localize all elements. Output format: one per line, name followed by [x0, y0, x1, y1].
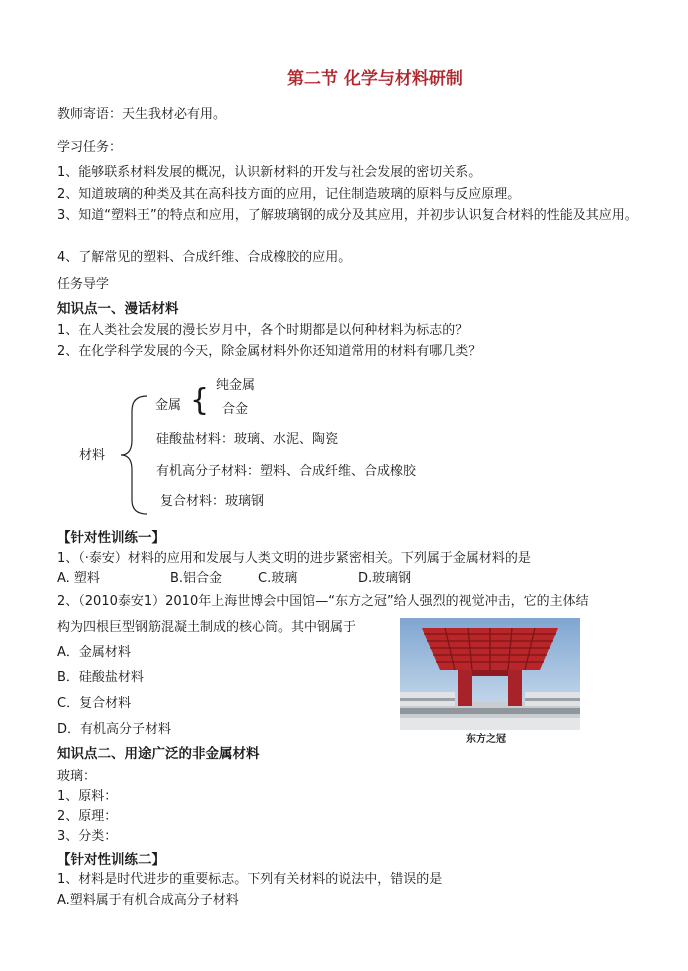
kp2-heading: 知识点二、用途广泛的非金属材料 — [57, 746, 260, 762]
drill1-q2-option-a: A．金属材料 — [57, 645, 131, 660]
drill2-question-1: 1、材料是时代进步的重要标志。下列有关材料的说法中，错误的是 — [57, 872, 443, 887]
china-pavilion-photo — [400, 618, 580, 730]
kp1-heading: 知识点一、漫话材料 — [57, 301, 179, 317]
drill1-option-b: B.铝合金 — [170, 571, 223, 586]
drill1-question-1: 1、（·泰安）材料的应用和发展与人类文明的进步紧密相关。下列属于金属材料的是 — [57, 551, 531, 566]
kp2-item-principle: 2、原理： — [57, 809, 118, 824]
drill1-q2-option-b: B．硅酸盐材料 — [57, 670, 144, 685]
drill2-heading: 【针对性训练二】 — [57, 852, 165, 868]
kp1-question-1: 1、在人类社会发展的漫长岁月中，各个时期都是以何种材料为标志的？ — [57, 323, 469, 338]
diagram-silicate: 硅酸盐材料：玻璃、水泥、陶瓷 — [156, 432, 339, 447]
task-item: 2、知道玻璃的种类及其在高科技方面的应用，记住制造玻璃的原料与反应原理。 — [57, 187, 521, 202]
page-title: 第二节 化学与材料研制 — [287, 69, 463, 89]
drill1-question-2-line2: 构为四根巨型钢筋混凝土制成的核心筒。其中钢属于 — [57, 620, 357, 635]
diagram-root: 材料 — [79, 448, 106, 463]
task-item: 1、能够联系材料发展的概况，认识新材料的开发与社会发展的密切关系。 — [57, 165, 482, 180]
diagram-alloy: 合金 — [222, 402, 249, 417]
material-brace — [121, 396, 147, 514]
drill1-option-a: A. 塑料 — [57, 571, 100, 586]
drill1-option-c: C.玻璃 — [258, 571, 298, 586]
kp1-question-2: 2、在化学科学发展的今天，除金属材料外你还知道常用的材料有哪几类？ — [57, 344, 482, 359]
drill1-q2-option-d: D．有机高分子材料 — [57, 722, 172, 737]
diagram-composite: 复合材料：玻璃钢 — [160, 494, 265, 509]
drill2-option-a: A.塑料属于有机合成高分子材料 — [57, 893, 239, 908]
drill1-question-2-line1: 2、（2010泰安1）2010年上海世博会中国馆—“东方之冠”给人强烈的视觉冲击，它的主体结 — [57, 594, 589, 609]
kp2-item-raw: 1、原料： — [57, 789, 118, 804]
drill1-option-d: D.玻璃钢 — [358, 571, 412, 586]
task-item: 3、知道“塑料王”的特点和应用，了解玻璃钢的成分及其应用，并初步认识复合材料的性能及其应用。 — [57, 208, 638, 223]
kp2-glass: 玻璃： — [57, 769, 97, 784]
tasks-heading: 学习任务： — [57, 140, 123, 155]
drill1-q2-option-c: C．复合材料 — [57, 696, 132, 711]
teacher-motto: 教师寄语：天生我材必有用。 — [57, 107, 227, 122]
diagram-pure-metal: 纯金属 — [216, 378, 256, 393]
guide-heading: 任务导学 — [57, 277, 110, 292]
diagram-organic: 有机高分子材料：塑料、合成纤维、合成橡胶 — [156, 464, 417, 479]
drill1-heading: 【针对性训练一】 — [57, 530, 165, 546]
kp2-item-category: 3、分类： — [57, 829, 118, 844]
metal-brace: { — [190, 383, 210, 418]
diagram-metal: 金属 — [155, 398, 182, 413]
task-item: 4、了解常见的塑料、合成纤维、合成橡胶的应用。 — [57, 250, 352, 265]
photo-caption: 东方之冠 — [466, 734, 506, 745]
